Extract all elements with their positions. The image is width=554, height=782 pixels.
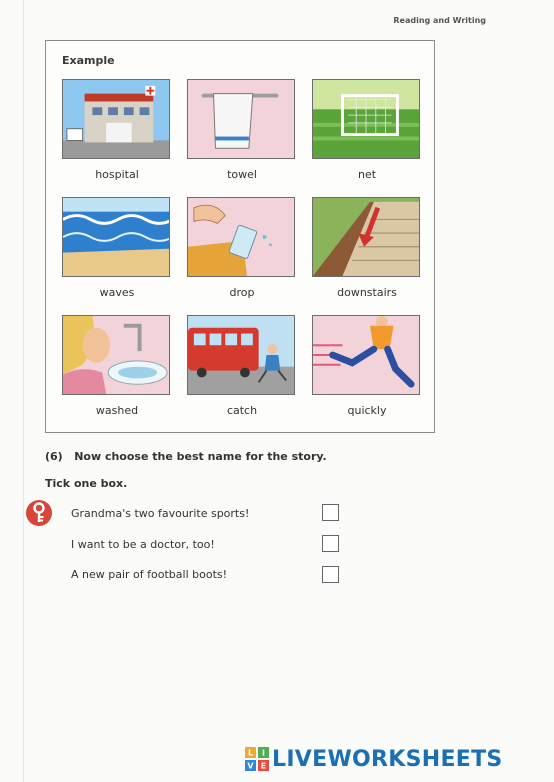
example-item-quickly [312,315,422,417]
svg-text:V: V [247,761,254,771]
example-word: hospital [95,168,139,181]
answer-option-1: Grandma's two favourite sports! [71,507,250,520]
catch-bus-picture [187,315,295,395]
key-icon[interactable] [26,500,52,526]
towel-picture [187,79,295,159]
example-item-towel [187,79,297,181]
example-title: Example [62,54,115,67]
drop-glass-picture [187,197,295,277]
example-item-downstairs [312,197,422,299]
svg-text:L: L [247,748,254,758]
example-word: downstairs [337,286,397,299]
answer-checkbox-2[interactable] [322,535,339,552]
running-picture [312,315,420,395]
example-item-washed [62,315,172,417]
example-word: waves [99,286,135,299]
answer-checkbox-1[interactable] [322,504,339,521]
answer-option-2: I want to be a doctor, too! [71,538,215,551]
answer-option-3: A new pair of football boots! [71,568,228,581]
example-item-hospital [62,79,172,181]
liveworksheets-logo-icon [245,747,269,771]
liveworksheets-brand[interactable] [245,746,503,772]
downstairs-picture [312,197,420,277]
question-prompt: (6) Now choose the best name for the story. [45,450,327,463]
page-margin-line [23,0,24,782]
question-instruction: Tick one box. [45,477,128,490]
example-word: net [357,168,377,181]
example-word: towel [227,168,257,181]
example-word: catch [226,404,258,417]
svg-text:E: E [260,761,267,771]
example-item-waves [62,197,172,299]
example-item-drop [187,197,297,299]
example-word: drop [229,286,255,299]
example-word: washed [95,404,139,417]
example-box [45,40,435,433]
example-item-catch [187,315,297,417]
example-item-net [312,79,422,181]
example-word: quickly [347,404,387,417]
hospital-picture [62,79,170,159]
answer-checkbox-3[interactable] [322,566,339,583]
section-header: Reading and Writing [393,16,486,25]
svg-text:I: I [262,748,265,758]
brand-name: LIVEWORKSHEETS [272,746,503,772]
goal-net-picture [312,79,420,159]
washing-face-picture [62,315,170,395]
waves-picture [62,197,170,277]
